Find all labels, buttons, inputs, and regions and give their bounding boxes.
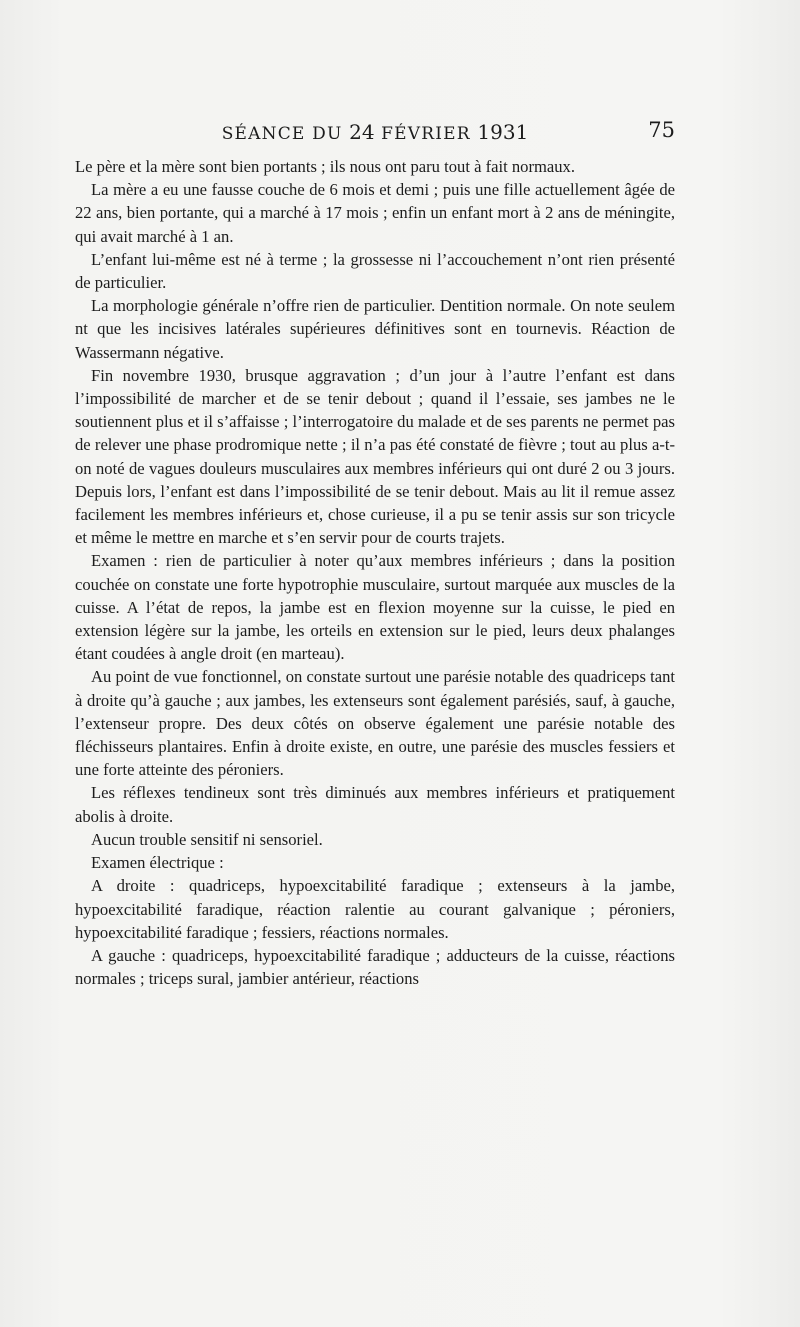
title-prefix: SÉANCE DU [221,124,343,144]
paragraph: La mère a eu une fausse couche de 6 mois et demi ; puis une fille actuellement âgée de 22 ans, bien portante, qui a marché à 17 mois ; enfin un enfant mort à 2 ans de méningite, qui avait marché à 1 an. [75,180,675,246]
paragraph: Examen électrique : [91,853,224,873]
page-number: 75 [648,118,675,142]
paragraph: Examen : rien de particulier à noter qu’aux membres inférieurs ; dans la position couchée on constate une forte hypotrophie musculaire, surtout marquée aux muscles de la cuisse. A l’état de repos, la jambe est en flexion moyenne sur la cuisse, le pied en extension légère sur la jambe, les orteils en extension sur le pied, leurs deux phalanges étant coudées à angle droit (en marteau). [75,551,675,664]
title-year: 1931 [477,120,529,144]
paragraph: Le père et la mère sont bien portants ; ils nous ont paru tout à fait normaux. [75,157,575,176]
paragraph: Les réflexes tendineux sont très diminués aux membres inférieurs et pratiquement abolis à droite. [75,783,675,826]
paragraph: Fin novembre 1930, brusque aggravation ; d’un jour à l’autre l’enfant est dans l’impossibilité de marcher et de se tenir debout ; quand il l’essaie, ses jambes ne le soutiennent plus et il s’affaisse ; l’interrogatoire du malade et de ses parents ne permet pas de relever une phase prodromique nette ; il n’a pas été constaté de fièvre ; tout au plus a-t-on noté de vagues douleurs musculaires aux membres inférieurs qui ont duré 2 ou 3 jours. Depuis lors, l’enfant est dans l’impossibilité de se tenir debout. Mais au lit il remue assez facilement les membres inférieurs et, chose curieuse, il a pu se tenir assis sur son tricycle et même le mettre en marche et s’en servir pour de courts trajets. [75,365,675,548]
paragraph: A droite : quadriceps, hypoexcitabilité faradique ; extenseurs à la jambe, hypoexcitabilité faradique, réaction ralentie au courant galvanique ; péroniers, hypoexcitabilité faradique ; fessiers, réactions normales. [75,876,675,942]
paragraph: La morphologie générale n’offre rien de particulier. Dentition normale. On note seulem nt que les incisives latérales supérieures définitives sont en tournevis. Réaction de Wassermann négative. [75,296,675,362]
title-day: 24 [349,120,375,144]
running-title [75,120,675,144]
body-text [75,155,675,990]
paragraph: A gauche : quadriceps, hypoexcitabilité faradique ; adducteurs de la cuisse, réactions normales ; triceps sural, jambier antérieur, réactions [75,945,675,989]
title-month: FÉVRIER [381,124,471,144]
paragraph: L’enfant lui-même est né à terme ; la grossesse ni l’accouchement n’ont rien présenté de particulier. [75,249,675,293]
running-head [75,118,675,148]
paragraph: Au point de vue fonctionnel, on constate surtout une parésie notable des quadriceps tant à droite qu’à gauche ; aux jambes, les extenseurs sont également parésiés, sauf, à gauche, l’extenseur propre. Des deux côtés on observe également une parésie notable des fléchisseurs plantaires. Enfin à droite existe, en outre, une parésie des muscles fessiers et une forte atteinte des péroniers. [75,667,675,780]
paragraph: Aucun trouble sensitif ni sensoriel. [91,829,323,849]
